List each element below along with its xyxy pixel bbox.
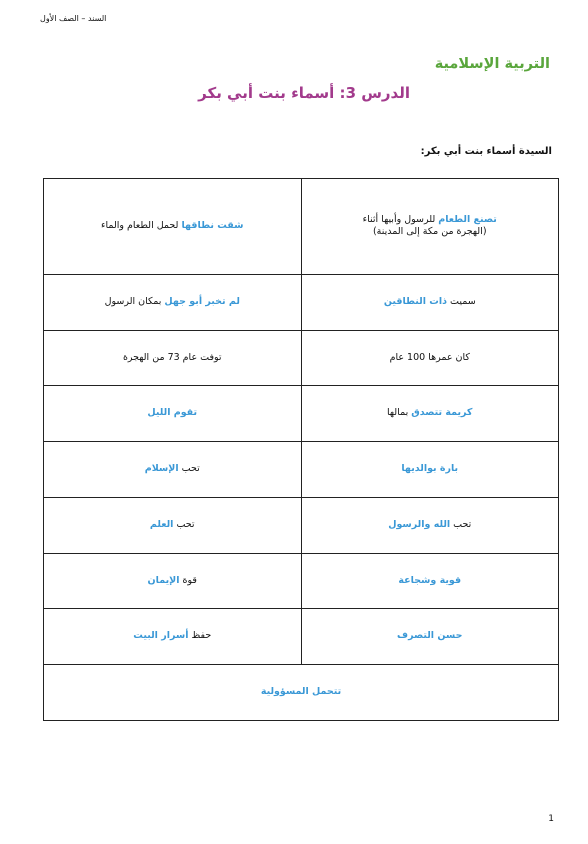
plain-text: قوة xyxy=(179,574,197,586)
plain-text: بمكان الرسول xyxy=(104,295,165,307)
table-cell-right xyxy=(301,179,559,275)
table-row xyxy=(44,274,559,330)
header-note: السند – الصف الأول xyxy=(40,14,107,23)
highlighted-text: تصنع الطعام xyxy=(438,213,497,225)
plain-text: تحب xyxy=(173,518,195,530)
table-cell-left xyxy=(44,553,302,609)
table-cell-left xyxy=(44,330,302,386)
table-cell-left xyxy=(44,386,302,442)
plain-text: للرسول وأبيها أثناء xyxy=(362,213,439,225)
highlighted-text: تقوم الليل xyxy=(147,407,198,419)
table-cell-left xyxy=(44,179,302,275)
table-cell-right xyxy=(301,442,559,498)
table-cell-right xyxy=(301,330,559,386)
table-row xyxy=(44,497,559,553)
highlighted-text: حسن التصرف xyxy=(397,630,463,642)
plain-text: سميت xyxy=(446,295,476,307)
page-number: 1 xyxy=(548,814,554,824)
plain-text: (الهجرة من مكة إلى المدينة) xyxy=(372,226,487,238)
lesson-title: الدرس 3: أسماء بنت أبي بكر xyxy=(198,84,410,102)
plain-text: حفظ xyxy=(188,630,212,642)
highlighted-text: العلم xyxy=(149,518,174,530)
plain-text: تحب xyxy=(450,518,472,530)
final-row-cell: تتحمل المسؤولية xyxy=(44,665,559,721)
table-cell-left xyxy=(44,609,302,665)
facts-table-body xyxy=(44,179,559,721)
plain-text: بمالها xyxy=(387,407,412,419)
table-row xyxy=(44,609,559,665)
final-row xyxy=(44,665,559,721)
table-row xyxy=(44,330,559,386)
table-cell-left xyxy=(44,442,302,498)
table-cell-right xyxy=(301,274,559,330)
highlighted-text: أسرار البيت xyxy=(133,630,189,642)
table-cell-left xyxy=(44,497,302,553)
highlighted-text: الله والرسول xyxy=(388,518,451,530)
highlighted-text: لم تخبر أبو جهل xyxy=(164,295,240,307)
highlighted-text: شقت نطاقها xyxy=(181,220,244,232)
plain-text: تحب xyxy=(178,463,200,475)
table-cell-right xyxy=(301,386,559,442)
table-cell-left xyxy=(44,274,302,330)
intro-heading: السيدة أسماء بنت أبي بكر: xyxy=(420,146,552,157)
highlighted-text: الإيمان xyxy=(147,574,180,586)
highlighted-text: كريمة تتصدق xyxy=(411,407,473,419)
plain-text: توفت عام 73 من الهجرة xyxy=(122,351,222,363)
table-cell-right xyxy=(301,609,559,665)
highlighted-text: قوية وشجاعة xyxy=(398,574,462,586)
table-row xyxy=(44,386,559,442)
plain-text: لحمل الطعام والماء xyxy=(101,220,182,232)
table-row xyxy=(44,442,559,498)
table-cell-right xyxy=(301,553,559,609)
highlighted-text: الإسلام xyxy=(144,463,179,475)
facts-table xyxy=(43,178,559,721)
table-row xyxy=(44,179,559,275)
table-row xyxy=(44,553,559,609)
subject-title: التربية الإسلامية xyxy=(434,56,550,72)
highlighted-text: ذات النطاقين xyxy=(383,295,447,307)
plain-text: كان عمرها 100 عام xyxy=(389,351,470,363)
table-cell-right xyxy=(301,497,559,553)
highlighted-text: بارة بوالديها xyxy=(401,463,459,475)
